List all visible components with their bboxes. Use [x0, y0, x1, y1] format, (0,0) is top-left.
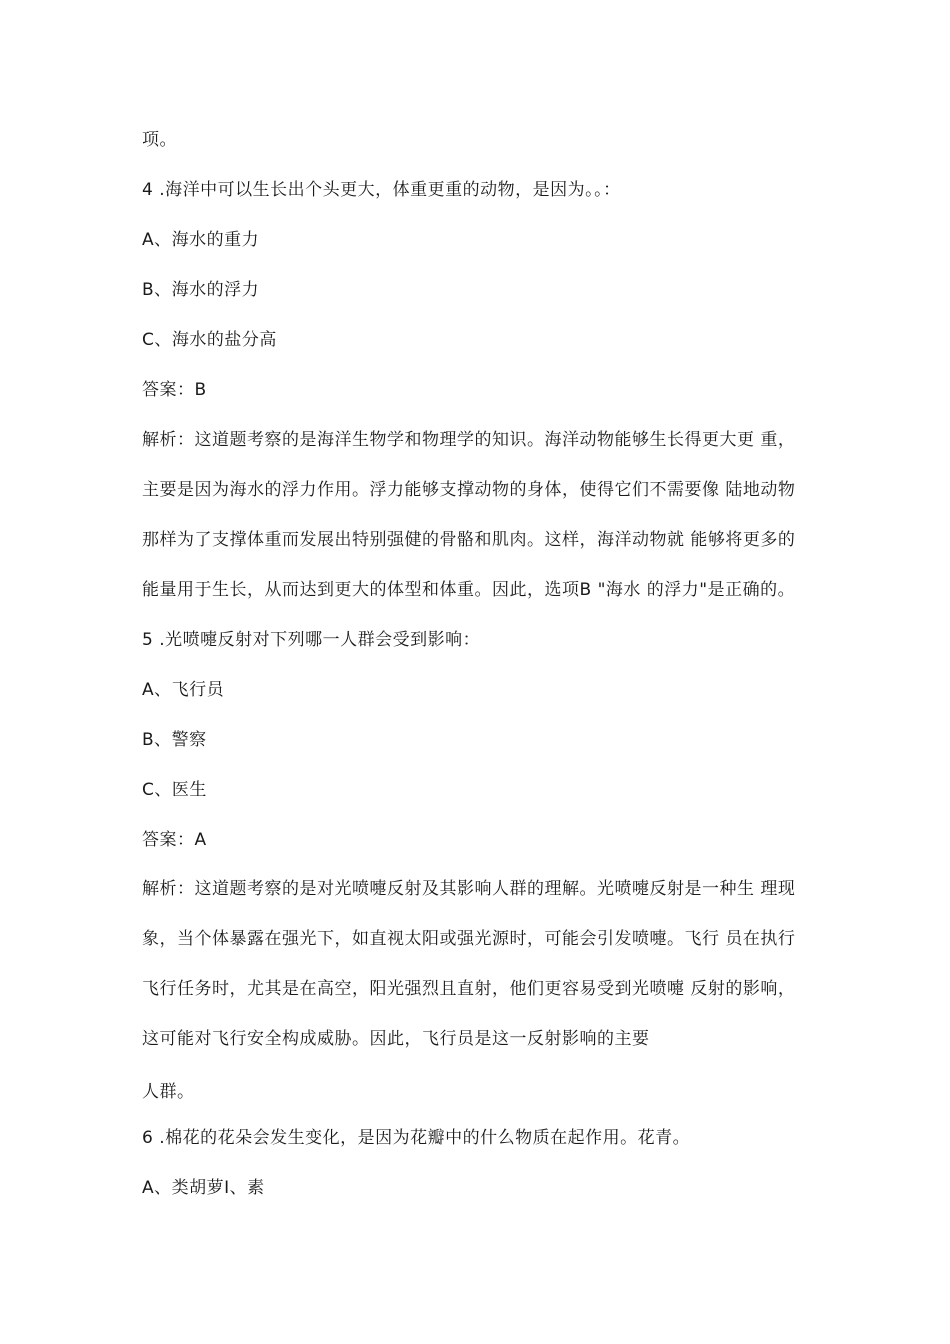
option-c: C、海水的盐分高 — [142, 330, 277, 350]
question-5: 5 .光喷嚏反射对下列哪一人群会受到影响： — [142, 630, 481, 650]
question-6: 6 .棉花的花朵会发生变化，是因为花瓣中的什么物质在起作用。花青。 — [142, 1128, 691, 1148]
option-a: A、飞行员 — [142, 680, 225, 700]
question-4: 4 .海洋中可以生长出个头更大，体重更重的动物，是因为。。： — [142, 180, 621, 200]
analysis-5-line-3: 飞行任务时，尤其是在高空，阳光强烈且直射，他们更容易受到光喷嚏 反射的影响， — [142, 979, 796, 999]
analysis-4-line-1: 解析：这道题考察的是海洋生物学和物理学的知识。海洋动物能够生长得更大更 重， — [142, 430, 796, 450]
answer-5: 答案：A — [142, 830, 207, 850]
analysis-5-line-5: 人群。 — [142, 1082, 195, 1102]
option-b: B、海水的浮力 — [142, 280, 260, 300]
option-c: C、医生 — [142, 780, 207, 800]
answer-4: 答案：B — [142, 380, 207, 400]
analysis-5-line-1: 解析：这道题考察的是对光喷嚏反射及其影响人群的理解。光喷嚏反射是一种生 理现 — [142, 879, 796, 899]
analysis-4-line-3: 那样为了支撑体重而发展出特别强健的骨骼和肌肉。这样，海洋动物就 能够将更多的 — [142, 530, 796, 550]
analysis-5-line-2: 象，当个体暴露在强光下，如直视太阳或强光源时，可能会引发喷嚏。飞行 员在执行 — [142, 929, 796, 949]
option-a: A、海水的重力 — [142, 230, 260, 250]
analysis-4-line-2: 主要是因为海水的浮力作用。浮力能够支撑动物的身体，使得它们不需要像 陆地动物 — [142, 480, 796, 500]
analysis-5-line-4: 这可能对飞行安全构成威胁。因此，飞行员是这一反射影响的主要 — [142, 1029, 650, 1049]
option-a: A、类胡萝I、素 — [142, 1178, 265, 1198]
text-line-continuation: 项。 — [142, 130, 177, 150]
analysis-4-line-4: 能量用于生长，从而达到更大的体型和体重。因此，选项B "海水 的浮力"是正确的。 — [142, 580, 796, 600]
option-b: B、警察 — [142, 730, 207, 750]
